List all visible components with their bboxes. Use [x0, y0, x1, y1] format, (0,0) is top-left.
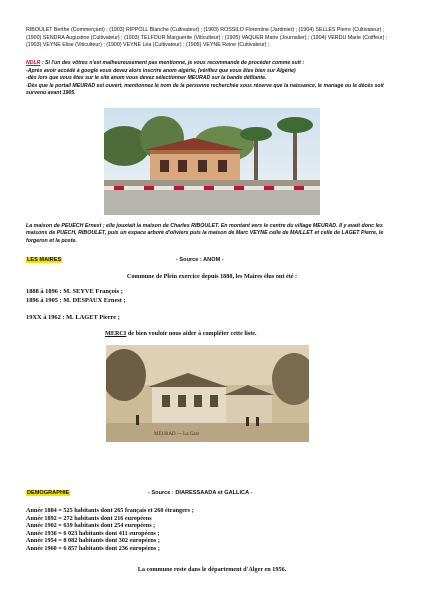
- ndlr-line-4: -Dès que le portail MEURAD est ouvert, mentionnez le nom de la personne recherchée sous réserve que la naissance, le mariage ou le décès soit survenu avant 1905.: [26, 82, 384, 96]
- population-list: [26, 507, 346, 553]
- demo-heading: DEMOGRAPHIE: [27, 490, 70, 496]
- house-photo: [104, 108, 320, 215]
- population-row: Année 1892 = 272 habitants dont 216 européens: [26, 514, 152, 522]
- maires-source: - Source : ANOM -: [176, 257, 224, 263]
- population-row: Année 1884 = 525 habitants dont 265 français et 260 étrangers ;: [26, 507, 194, 514]
- ndlr-label: NDLR: [26, 60, 41, 66]
- old-postcard-photo: [106, 345, 309, 442]
- maires-header-row: [26, 257, 398, 263]
- demo-source: - Source : DIARESSAADA et GALLICA -: [148, 490, 253, 496]
- demo-header-row: [26, 490, 398, 496]
- mayor-item-1: 1888 à 1896 : M. SEYVE François ;: [26, 288, 123, 295]
- house-caption: La maison de PEUECH Ernest ; elle jouxtait la maison de Charles RIBOULET. En montant vers le centre du village MEURAD. Il y avait donc les maisons de PUECH, RIBOULET, puis un espace arboré d'oliviers puis la maison de Marc VEYNE celle de MAILLET et celle de LAGET Pierre, le forgeron et la poste.: [26, 223, 384, 244]
- population-row: Année 1960 = 6 857 habitants dont 236 européens ;: [26, 544, 160, 552]
- ndlr-note: [26, 60, 398, 98]
- merci-word: MERCI: [105, 330, 127, 337]
- ndlr-text-1: : Si l'un des vôtres n'est malheureusement pas mentionné, je vous recommande de procéder comme suit :: [40, 60, 305, 66]
- ndlr-line-3: -dès lors que vous êtes sur le site anom vous devez sélectionner MEURAD sur la bande défilante.: [26, 75, 267, 81]
- intro-paragraph: RIBOULET Berthe (Commerçant) ; (1903) RIPPOLL Blanche (Cultivateur) ; (1903) ROSSILO Florentine (Jardinier) ; (1904) SELLES Pierre (Cultivateur) ; (1900) SENDRA Augustine (Cultivateur) ; (1903) TELFOUR Marguerite (Viticulteur) ; (1905) VAQUER Marie (Journalier) ; (1904) VERDU Marie (Coiffeur) ; (1903) VEYNE Elise (Viticulteur) ; (1900) VEYNE Léa (Cultivateur) ; (1905) VEYNE Reine (Cultivateur) ;: [26, 27, 388, 49]
- population-row: Année 1902 = 639 habitants dont 254 européens ;: [26, 522, 156, 530]
- mayor-item-2: 1896 à 1905 : M. DESPAUX Ernest ;: [26, 297, 126, 304]
- ndlr-line-2: -Après avoir accédé à google vous devez alors inscrire anom algérie, (vérifiez que vous êtes bien sur Algérie): [26, 67, 296, 74]
- maires-intro: Commune de Plein exercice depuis 1888, les Maires élus ont été :: [126, 273, 298, 280]
- population-row: Année 1954 = 8 082 habitants dont 302 européens ;: [26, 537, 160, 545]
- merci-text: de bien vouloir nous aider à compléter cette liste.: [126, 330, 257, 337]
- postcard-caption: MEURAD — La Gare: [154, 432, 200, 437]
- ndlr-line-1: [26, 60, 398, 68]
- maires-heading: LES MAIRES: [27, 257, 62, 263]
- mayor-item-3: 19XX à 1962 : M. LAGET Pierre ;: [26, 314, 120, 321]
- population-row: Année 1936 = 6 023 habitants dont 411 européens ;: [26, 529, 160, 537]
- demo-footer: La commune reste dans le département d'Alger en 1956.: [137, 566, 287, 573]
- merci-line: [105, 330, 405, 337]
